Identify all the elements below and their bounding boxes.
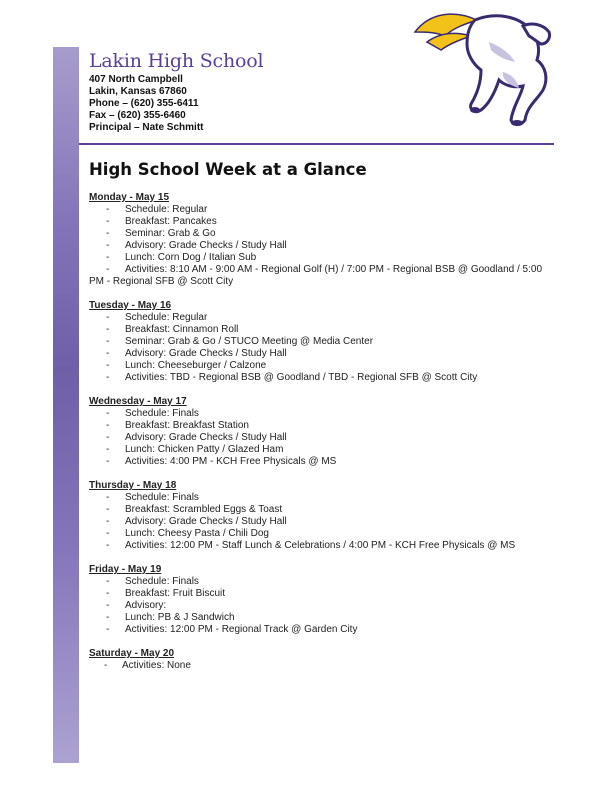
- list-item: [89, 660, 579, 672]
- bullet-dash: -: [106, 216, 110, 227]
- day-heading: Friday - May 19: [89, 564, 162, 575]
- day-section: [89, 648, 579, 672]
- address-line-1: 407 North Campbell: [89, 74, 183, 85]
- day-section: [89, 192, 579, 288]
- bullet-dash: -: [106, 372, 110, 383]
- list-item-text: Lunch: PB & J Sandwich: [125, 612, 235, 623]
- list-item: [89, 216, 579, 228]
- bullet-dash: -: [106, 336, 110, 347]
- day-section: [89, 564, 579, 636]
- bullet-dash: -: [104, 660, 108, 671]
- bullet-dash: -: [106, 228, 110, 239]
- list-item: [89, 420, 579, 432]
- bullet-dash: -: [106, 444, 110, 455]
- list-item: [89, 360, 579, 372]
- day-heading: Saturday - May 20: [89, 648, 175, 659]
- principal-name: Principal – Nate Schmitt: [89, 122, 204, 133]
- list-item: [89, 516, 579, 528]
- bullet-dash: -: [106, 420, 110, 431]
- list-item-text: Schedule: Finals: [125, 408, 199, 419]
- list-item: [89, 228, 579, 240]
- list-item-text: Schedule: Regular: [125, 312, 208, 323]
- list-item: [89, 576, 579, 588]
- list-item-text: Lunch: Chicken Patty / Glazed Ham: [125, 444, 284, 455]
- list-item-text: Breakfast: Fruit Biscuit: [125, 588, 226, 599]
- list-item: [89, 264, 579, 276]
- school-name: Lakin High School: [89, 50, 264, 72]
- list-item-text: Advisory:: [125, 600, 167, 611]
- bullet-dash: -: [106, 516, 110, 527]
- bullet-dash: -: [106, 588, 110, 599]
- list-item: [89, 492, 579, 504]
- list-item-text: Advisory: Grade Checks / Study Hall: [125, 516, 287, 527]
- list-item: [89, 456, 579, 468]
- bullet-dash: -: [106, 264, 110, 275]
- mustang-logo-icon: [405, 2, 555, 132]
- list-item-text: Schedule: Finals: [125, 492, 199, 503]
- bullet-dash: -: [106, 576, 110, 587]
- list-item: [89, 408, 579, 420]
- list-item-text: Schedule: Regular: [125, 204, 208, 215]
- day-heading: Monday - May 15: [89, 192, 170, 203]
- bullet-dash: -: [106, 348, 110, 359]
- list-item-text: Activities: None: [122, 660, 191, 671]
- bullet-dash: -: [106, 456, 110, 467]
- list-item: [89, 588, 579, 600]
- day-section: [89, 300, 579, 384]
- list-item: [89, 432, 579, 444]
- bullet-dash: -: [106, 408, 110, 419]
- list-item-text: Activities: 4:00 PM - KCH Free Physicals @ MS: [125, 456, 337, 467]
- day-section: [89, 396, 579, 468]
- list-item-text: Seminar: Grab & Go: [125, 228, 216, 239]
- list-item-text: Advisory: Grade Checks / Study Hall: [125, 240, 287, 251]
- list-item: [89, 312, 579, 324]
- bullet-dash: -: [106, 540, 110, 551]
- list-item: [89, 624, 579, 636]
- list-item: [89, 240, 579, 252]
- day-section: [89, 480, 579, 552]
- list-item: [89, 540, 579, 552]
- list-item: [89, 528, 579, 540]
- list-item: [89, 204, 579, 216]
- list-item: [89, 372, 579, 384]
- list-item-text: Lunch: Corn Dog / Italian Sub: [125, 252, 257, 263]
- list-item-text: Schedule: Finals: [125, 576, 199, 587]
- list-item-text: Activities: 12:00 PM - Staff Lunch & Celebrations / 4:00 PM - KCH Free Physicals @ MS: [125, 540, 516, 551]
- list-item-text: Advisory: Grade Checks / Study Hall: [125, 432, 287, 443]
- list-item: [89, 504, 579, 516]
- bullet-dash: -: [106, 504, 110, 515]
- bullet-dash: -: [106, 432, 110, 443]
- bullet-dash: -: [106, 204, 110, 215]
- bullet-dash: -: [106, 324, 110, 335]
- list-item: [89, 444, 579, 456]
- list-item-text: Breakfast: Cinnamon Roll: [125, 324, 239, 335]
- bullet-dash: -: [106, 624, 110, 635]
- day-heading: Tuesday - May 16: [89, 300, 172, 311]
- list-item: [89, 348, 579, 360]
- list-item-text: Advisory: Grade Checks / Study Hall: [125, 348, 287, 359]
- list-item-text: Lunch: Cheesy Pasta / Chili Dog: [125, 528, 269, 539]
- list-item: [89, 276, 579, 288]
- contact-block: [89, 74, 203, 134]
- list-item-text: Activities: 8:10 AM - 9:00 AM - Regional Golf (H) / 7:00 PM - Regional BSB @ Goodland / 5:00: [125, 264, 543, 275]
- week-schedule: [89, 192, 579, 684]
- list-item-text: Activities: TBD - Regional BSB @ Goodland / TBD - Regional SFB @ Scott City: [125, 372, 478, 383]
- list-item: [89, 324, 579, 336]
- list-item: [89, 612, 579, 624]
- bullet-dash: -: [106, 252, 110, 263]
- list-item-text: Lunch: Cheeseburger / Calzone: [125, 360, 267, 371]
- list-item: [89, 600, 579, 612]
- bullet-dash: -: [106, 240, 110, 251]
- list-item-text: Breakfast: Breakfast Station: [125, 420, 249, 431]
- bullet-dash: -: [106, 528, 110, 539]
- list-item: [89, 336, 579, 348]
- bullet-dash: -: [106, 312, 110, 323]
- day-heading: Thursday - May 18: [89, 480, 177, 491]
- list-item-text: Breakfast: Pancakes: [125, 216, 217, 227]
- address-line-2: Lakin, Kansas 67860: [89, 86, 187, 97]
- sidebar-accent-bar: [53, 47, 79, 763]
- header-divider: [79, 143, 554, 145]
- bullet-dash: -: [106, 360, 110, 371]
- list-item-text: Breakfast: Scrambled Eggs & Toast: [125, 504, 283, 515]
- bullet-dash: -: [106, 600, 110, 611]
- bullet-dash: -: [106, 492, 110, 503]
- list-item-text: Activities: 12:00 PM - Regional Track @ Garden City: [125, 624, 358, 635]
- bullet-dash: -: [106, 612, 110, 623]
- fax-number: Fax – (620) 355-6460: [89, 110, 186, 121]
- list-item: [89, 252, 579, 264]
- list-item-text: Seminar: Grab & Go / STUCO Meeting @ Media Center: [125, 336, 374, 347]
- list-item-text: PM - Regional SFB @ Scott City: [89, 276, 234, 287]
- phone-number: Phone – (620) 355-6411: [89, 98, 199, 109]
- day-heading: Wednesday - May 17: [89, 396, 187, 407]
- page-title: High School Week at a Glance: [89, 160, 367, 179]
